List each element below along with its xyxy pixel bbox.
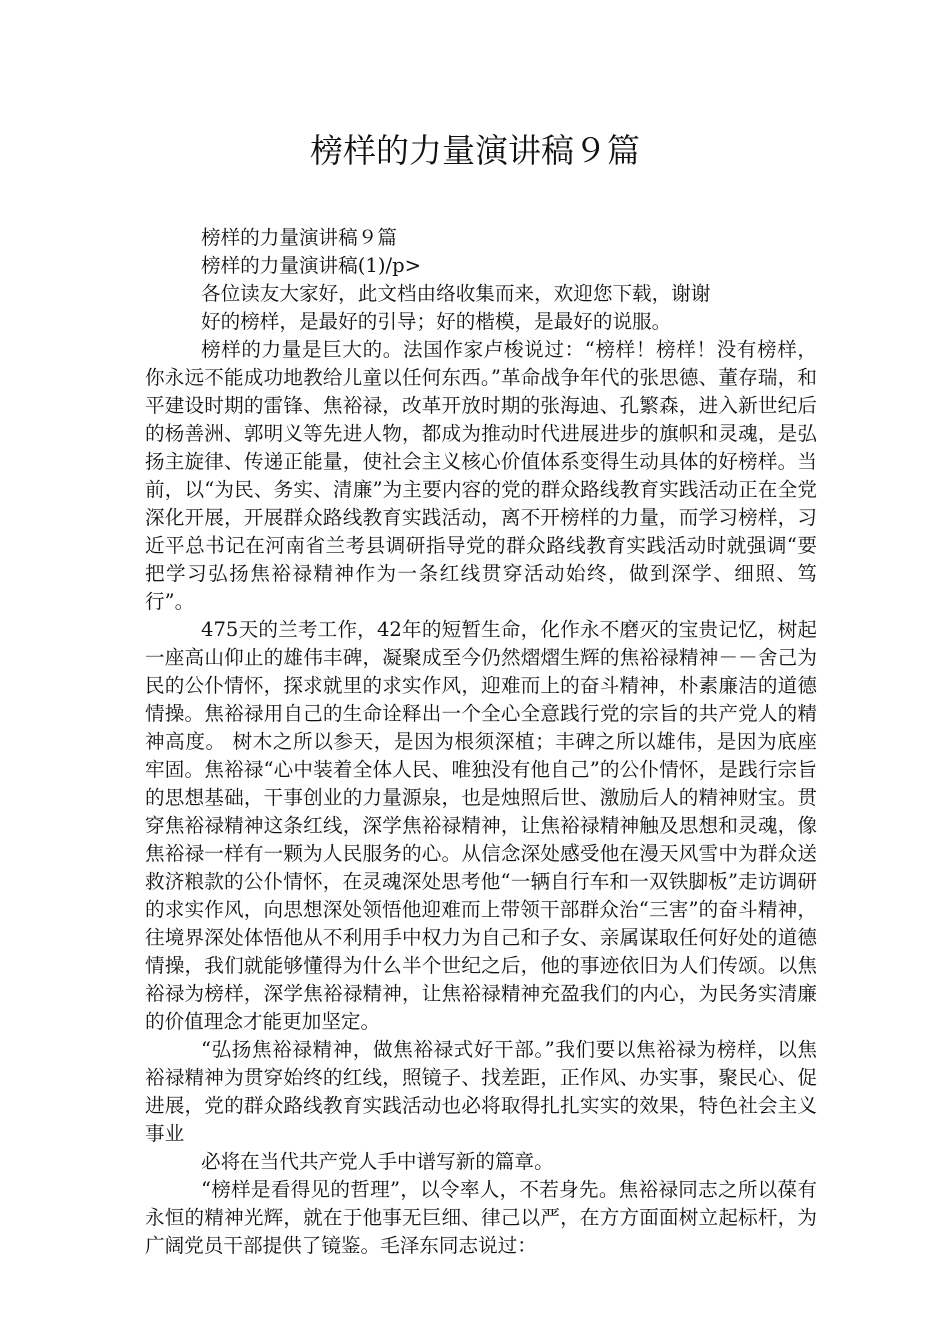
- document-body: [145, 224, 817, 1260]
- subtitle-line: 榜样的力量演讲稿９篇: [201, 226, 397, 249]
- greeting-line: 各位读友大家好，此文档由络收集而来，欢迎您下载，谢谢: [201, 282, 711, 305]
- intro-line: 好的榜样，是最好的引导；好的楷模，是最好的说服。: [201, 310, 672, 333]
- body-paragraph: 榜样的力量是巨大的。法国作家卢梭说过：“榜样！榜样！没有榜样，你永远不能成功地教给儿童以任何东西。”革命战争年代的张思德、董存瑞，和平建设时期的雷锋、焦裕禄，改革开放时期的张海迪、孔繁森，进入新世纪后的杨善洲、郭明义等先进人物，都成为推动时代进展进步的旗帜和灵魂，是弘扬主旋律、传递正能量，使社会主义核心价值体系变得生动具体的好榜样。当前，以“为民、务实、清廉”为主要内容的党的群众路线教育实践活动正在全党深化开展，开展群众路线教育实践活动，离不开榜样的力量，而学习榜样，习近平总书记在河南省兰考县调研指导党的群众路线教育实践活动时就强调“要把学习弘扬焦裕禄精神作为一条红线贯穿活动始终，做到深学、细照、笃行”。: [145, 338, 817, 613]
- body-paragraph: 475天的兰考工作，42年的短暂生命，化作永不磨灭的宝贵记忆，树起一座高山仰止的雄伟丰碑，凝聚成至今仍然熠熠生辉的焦裕禄精神－－舍己为民的公仆情怀，探求就里的求实作风，迎难而上的奋斗精神，朴素廉洁的道德情操。焦裕禄用自己的生命诠释出一个全心全意践行党的宗旨的共产党人的精神高度。 树木之所以参天，是因为根须深植；丰碑之所以雄伟，是因为底座牢固。焦裕禄“心中装着全体人民、唯独没有他自己”的公仆情怀，是践行宗旨的思想基础，干事创业的力量源泉，也是烛照后世、激励后人的精神财宝。贯穿焦裕禄精神这条红线，深学焦裕禄精神，让焦裕禄精神触及思想和灵魂，像焦裕禄一样有一颗为人民服务的心。从信念深处感受他在漫天风雪中为群众送救济粮款的公仆情怀，在灵魂深处思考他“一辆自行车和一双铁脚板”走访调研的求实作风，向思想深处领悟他迎难而上带领干部群众治“三害”的奋斗精神，往境界深处体悟他从不利用手中权力为自己和子女、亲属谋取任何好处的道德情操，我们就能够懂得为什么半个世纪之后，他的事迹依旧为人们传颂。以焦裕禄为榜样，深学焦裕禄精神，让焦裕禄精神充盈我们的内心，为民务实清廉的价值理念才能更加坚定。: [145, 618, 817, 1033]
- document-title: 榜样的力量演讲稿９篇: [310, 131, 640, 170]
- section-heading: 榜样的力量演讲稿(1)/p>: [201, 254, 422, 277]
- body-paragraph: “弘扬焦裕禄精神，做焦裕禄式好干部。”我们要以焦裕禄为榜样，以焦裕禄精神为贯穿始终的红线，照镜子、找差距，正作风、办实事，聚民心、促进展，党的群众路线教育实践活动也必将取得扎扎实实的效果，特色社会主义事业: [145, 1038, 817, 1145]
- body-line: 必将在当代共产党人手中谱写新的篇章。: [201, 1150, 554, 1173]
- body-paragraph: “榜样是看得见的哲理”，以令率人，不若身先。焦裕禄同志之所以葆有永恒的精神光辉，就在于他事无巨细、律己以严，在方方面面树立起标杆，为广阔党员干部提供了镜鉴。毛泽东同志说过：: [145, 1178, 817, 1257]
